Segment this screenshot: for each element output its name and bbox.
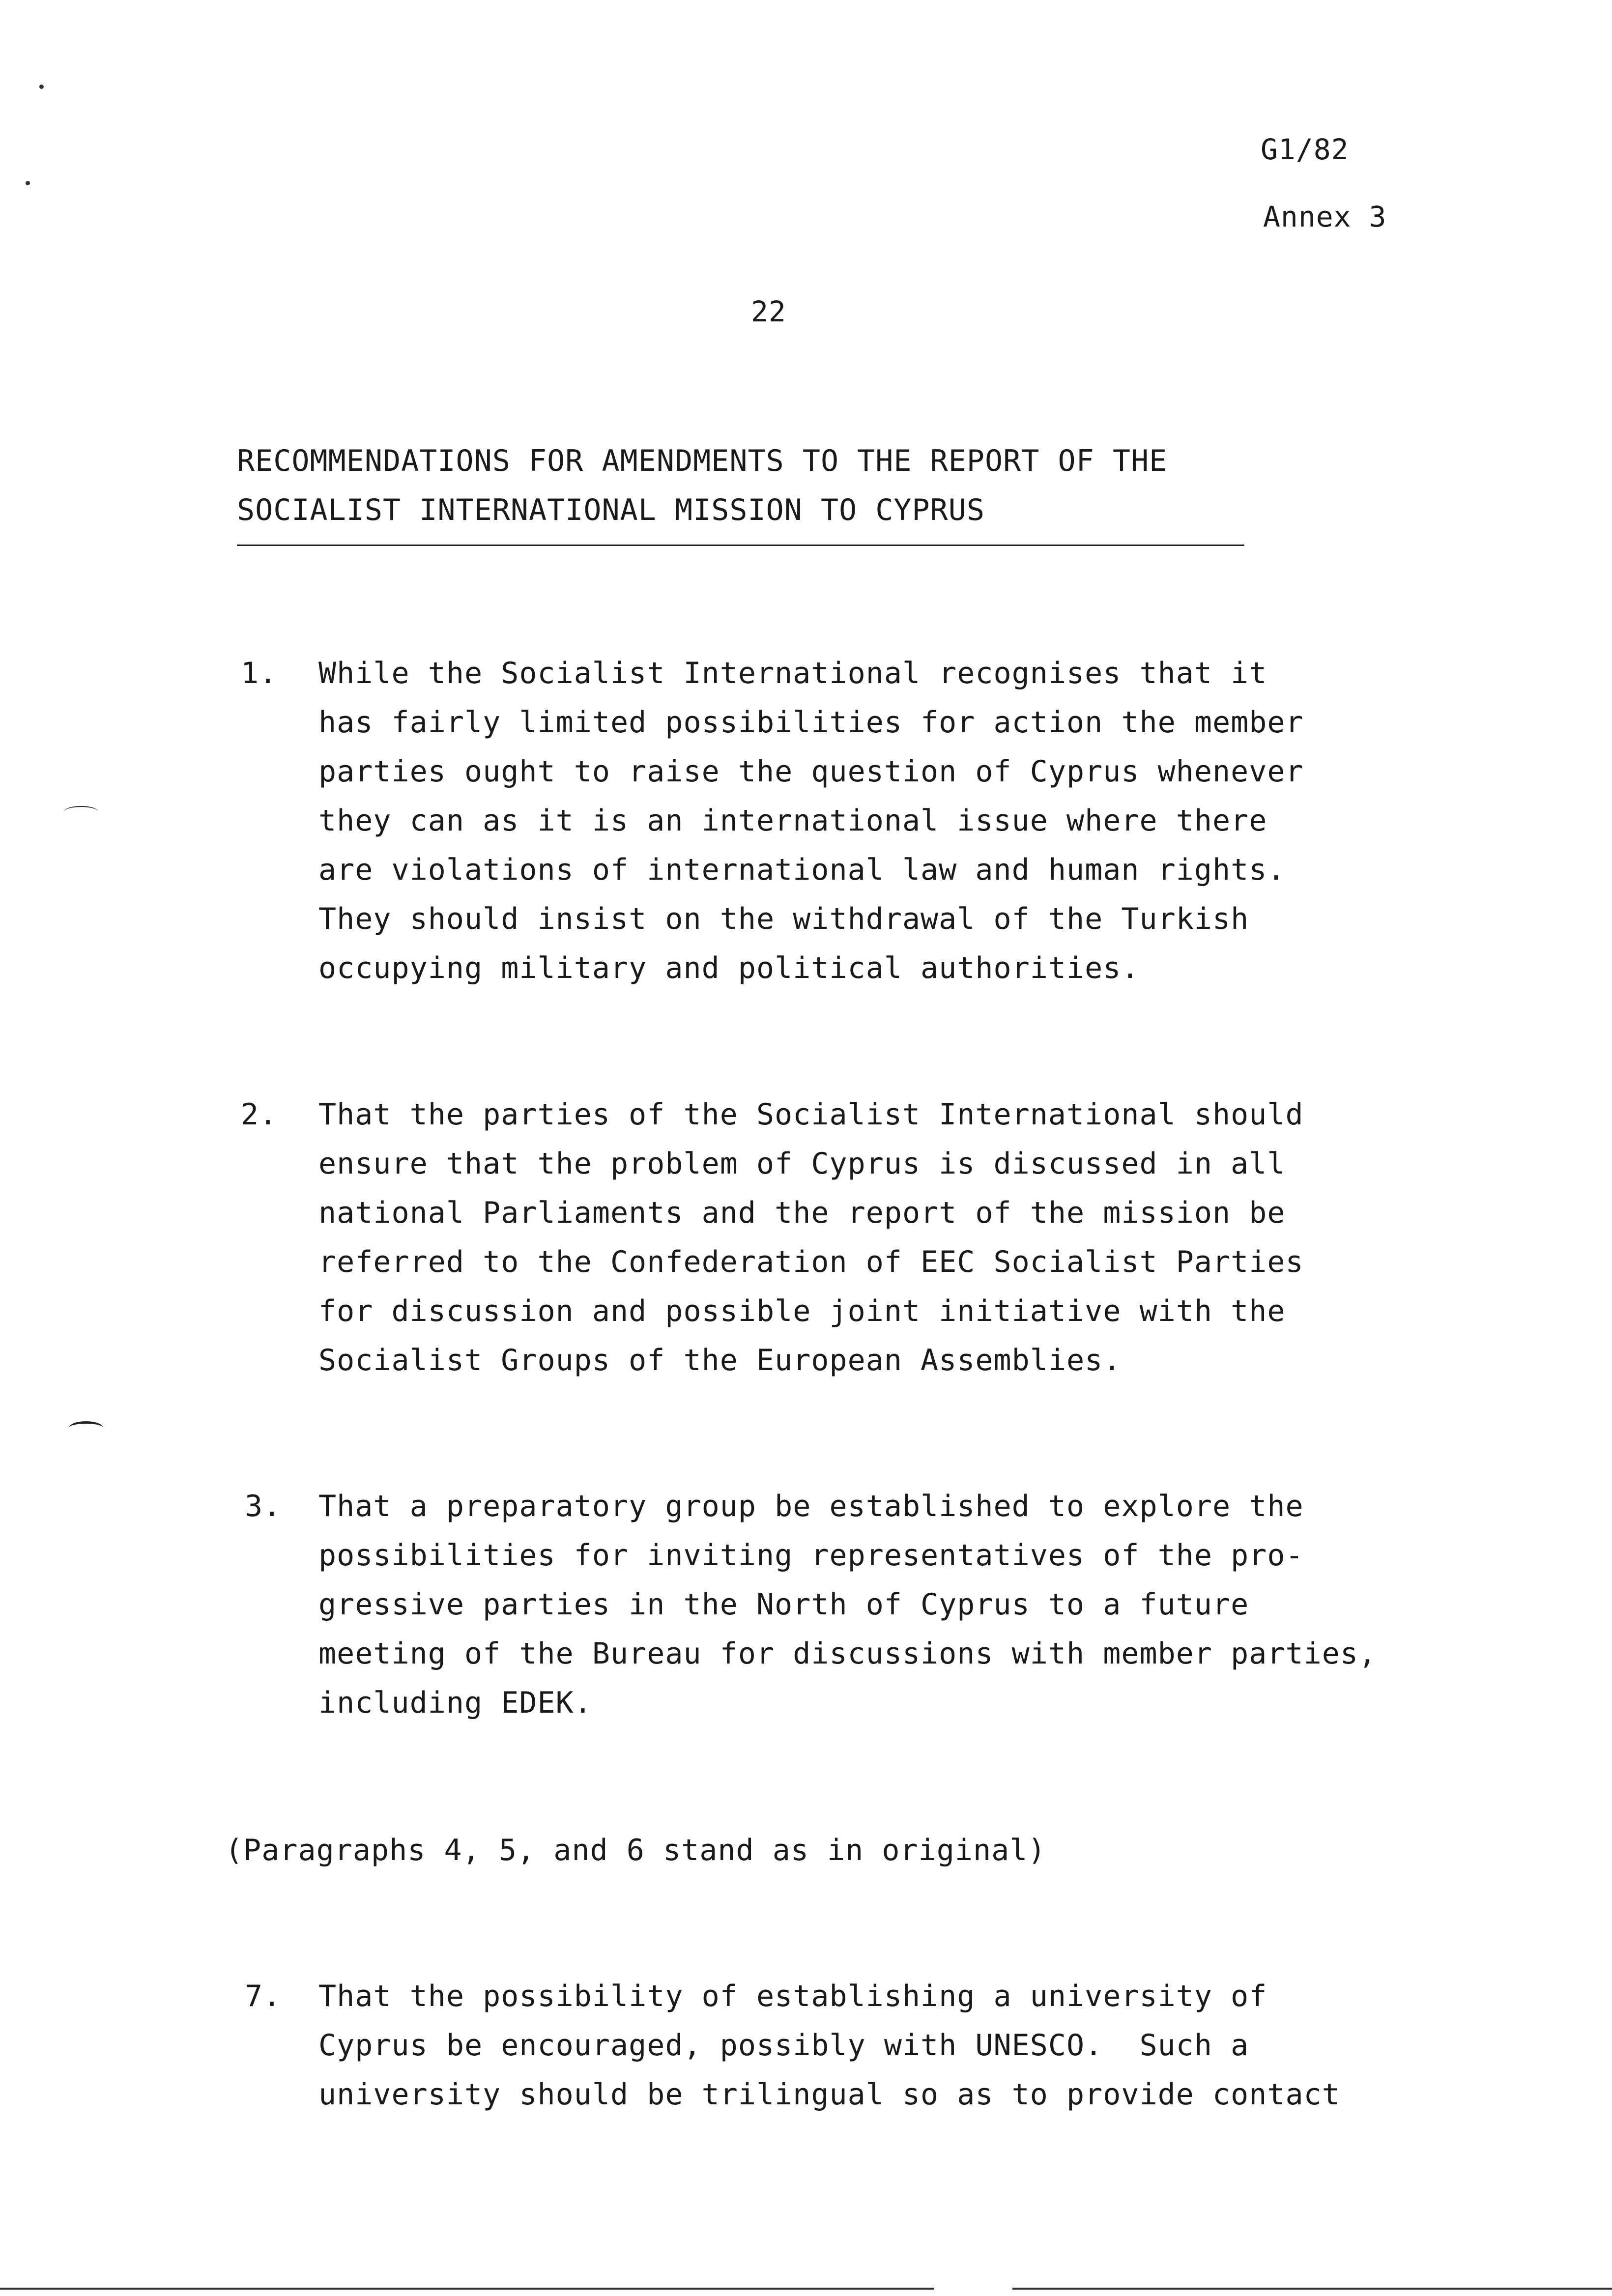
item-line: are violations of international law and human rights. xyxy=(318,853,1286,887)
item-line: gressive parties in the North of Cyprus to a future xyxy=(318,1587,1249,1622)
item-line: university should be trilingual so as to provide contact xyxy=(318,2077,1340,2112)
item-number: 3. xyxy=(245,1489,282,1523)
item-line: meeting of the Bureau for discussions with member parties, xyxy=(318,1636,1377,1671)
item-line: Socialist Groups of the European Assemblies. xyxy=(318,1343,1122,1378)
item-line: national Parliaments and the report of the mission be xyxy=(318,1196,1286,1230)
item-line: While the Socialist International recognises that it xyxy=(318,656,1267,690)
title-line: RECOMMENDATIONS FOR AMENDMENTS TO THE REPORT OF THE xyxy=(237,444,1168,478)
item-line: Cyprus be encouraged, possibly with UNESCO. Such a xyxy=(318,2028,1249,2063)
page-bottom-rule xyxy=(0,2288,934,2290)
item-number: 7. xyxy=(245,1979,282,2013)
item-number: 2. xyxy=(241,1097,278,1132)
annex-label: Annex 3 xyxy=(1263,200,1387,233)
punch-hole-mark xyxy=(64,806,98,818)
item-line: they can as it is an international issue where there xyxy=(318,804,1267,838)
item-line: referred to the Confederation of EEC Socialist Parties xyxy=(318,1245,1304,1279)
scan-speck xyxy=(39,85,44,89)
page-number: 22 xyxy=(751,295,786,328)
punch-hole-mark xyxy=(69,1421,103,1435)
title-underline xyxy=(237,545,1244,546)
scan-speck xyxy=(26,181,30,185)
item-line: possibilities for inviting representatives of the pro- xyxy=(318,1538,1304,1573)
paragraphs-note: (Paragraphs 4, 5, and 6 stand as in original) xyxy=(225,1833,1046,1867)
item-line: parties ought to raise the question of Cyprus whenever xyxy=(318,754,1304,789)
document-reference: G1/82 xyxy=(1261,133,1349,166)
title-line: SOCIALIST INTERNATIONAL MISSION TO CYPRUS xyxy=(237,493,985,527)
item-line: That the parties of the Socialist International should xyxy=(318,1097,1304,1132)
item-line: They should insist on the withdrawal of the Turkish xyxy=(318,902,1249,936)
item-line: occupying military and political authorities. xyxy=(318,951,1140,985)
item-line: ensure that the problem of Cyprus is discussed in all xyxy=(318,1147,1286,1181)
item-line: including EDEK. xyxy=(318,1686,592,1720)
item-line: That the possibility of establishing a university of xyxy=(318,1979,1267,2013)
page-bottom-rule xyxy=(1012,2288,1612,2290)
item-line: for discussion and possible joint initiative with the xyxy=(318,1294,1286,1328)
item-number: 1. xyxy=(241,656,278,690)
item-line: That a preparatory group be established to explore the xyxy=(318,1489,1304,1523)
item-line: has fairly limited possibilities for action the member xyxy=(318,705,1304,740)
